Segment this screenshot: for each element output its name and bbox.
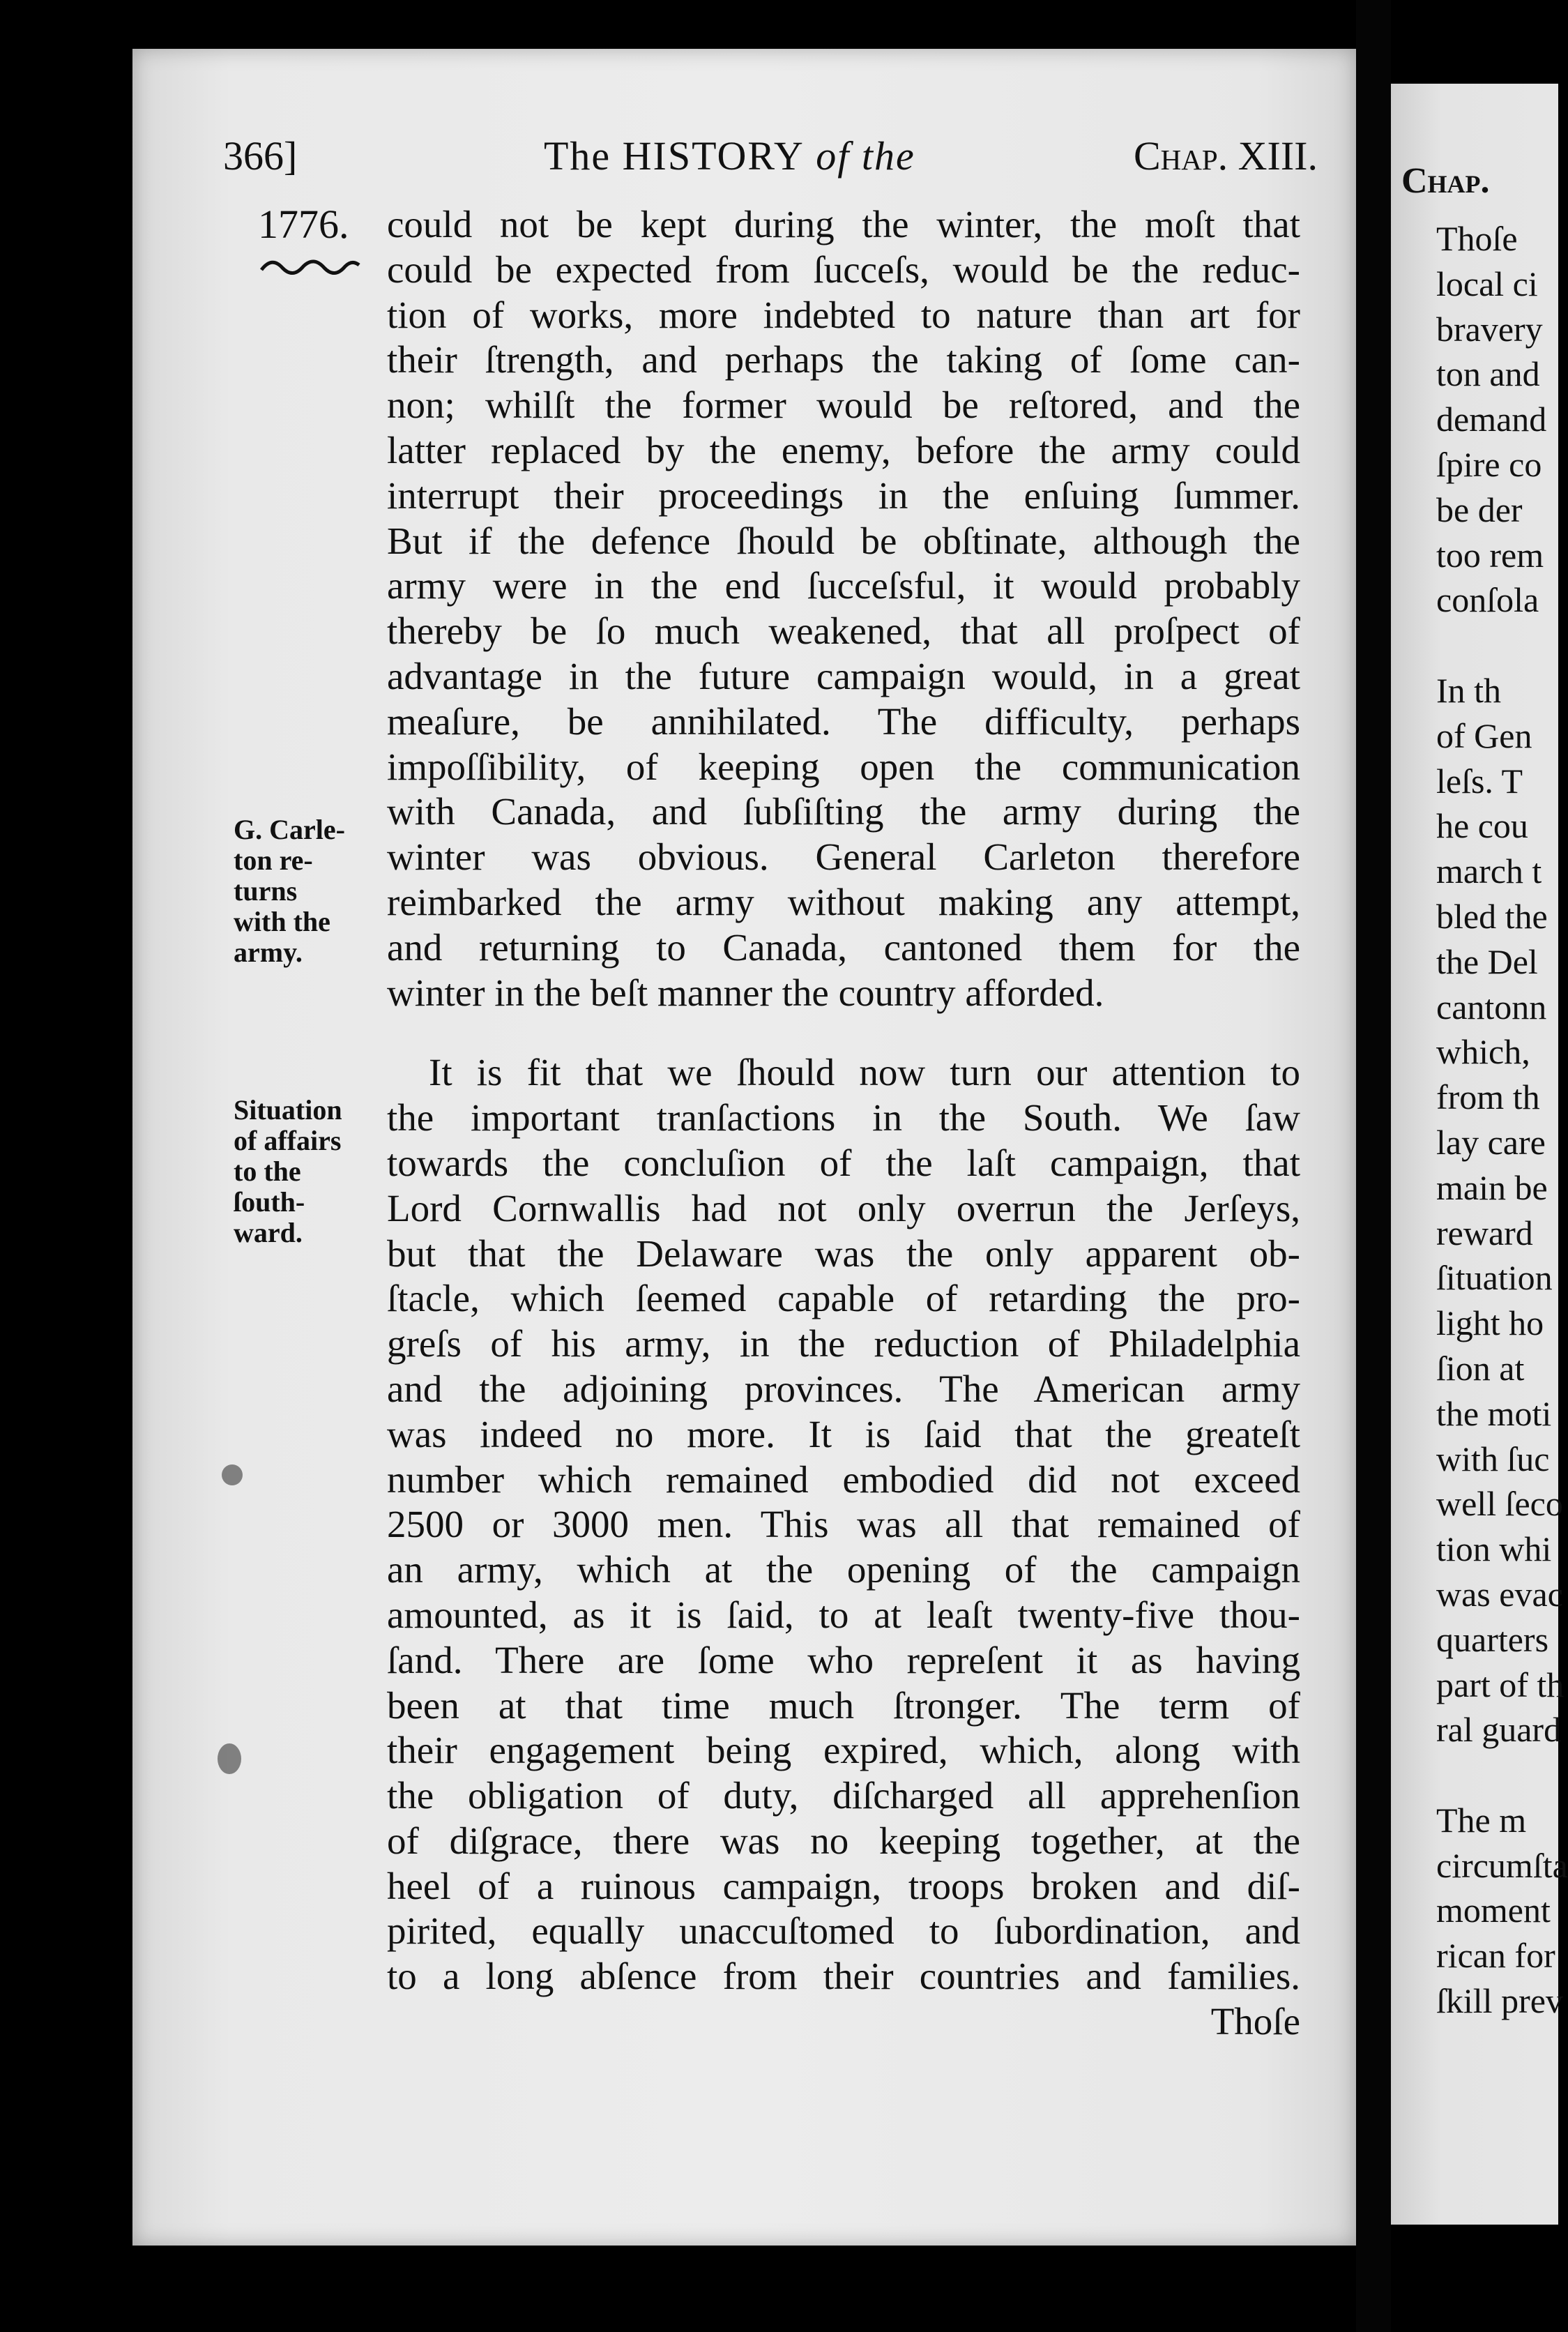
text-line: with Canada, and ſubſiſting the army during the [387,790,1300,833]
text-line: It is fit that we ſhould now turn our attention to [429,1051,1300,1094]
facing-line: demand [1436,400,1547,439]
text-line: non; whilſt the former would be reſtored, and the [387,384,1300,427]
facing-line [1436,1752,1568,1798]
facing-line: ſpire co [1436,444,1542,484]
facing-line: circumſta [1436,1845,1568,1885]
text-line: of diſgrace, there was no keeping together, at the [387,1819,1300,1862]
text-line: an army, which at the opening of the campaign [387,1548,1300,1591]
text-line: heel of a ruinous campaign, troops broken and diſ- [387,1864,1300,1907]
sidenote-south: Situation of affairs to the ſouth- ward. [234,1094,342,1248]
facing-line: he cou [1436,806,1528,846]
text-line: greſs of his army, in the reduction of Philadelphia [387,1322,1300,1365]
text-line: impoſſibility, of keeping open the communication [387,745,1300,788]
text-line: their ſtrength, and perhaps the taking of ſome can- [387,338,1300,381]
text-line: and returning to Canada, cantoned them for the [387,925,1300,969]
facing-line: conſola [1436,580,1539,620]
facing-line: ſkill prev [1436,1981,1563,2021]
facing-line: bravery [1436,309,1543,349]
facing-page [1391,84,1568,2225]
facing-line: ral guard [1436,1710,1562,1750]
facing-line: the moti [1436,1393,1552,1433]
facing-line: tion whi [1436,1529,1552,1569]
text-line: towards the concluſion of the laſt campaign, that [387,1141,1300,1184]
facing-line: the Del [1436,941,1538,981]
facing-line: be der [1436,490,1523,529]
facing-line: local ci [1436,264,1538,303]
ornament-squiggle [258,252,363,280]
facing-line: march t [1436,851,1542,891]
facing-line [1436,623,1568,668]
text-line: ſtacle, which ſeemed capable of retarding the pro- [387,1277,1300,1320]
text-line: the important tranſactions in the South. We ſaw [387,1096,1300,1140]
ink-smudge [222,1464,243,1485]
main-text [387,202,1300,2045]
sidenote-carleton: G. Carle- ton re- turns with the army. [234,814,345,968]
ink-smudge [218,1743,241,1774]
facing-line: bled the [1436,896,1548,936]
paragraph-gap [387,1015,1300,1050]
book-gutter [1356,0,1391,2332]
facing-line: Thoſe [1436,219,1518,258]
text-line: But if the defence ſhould be obſtinate, although the [387,519,1300,562]
facing-line: was evac [1436,1574,1563,1614]
facing-text [1436,216,1568,2024]
facing-line: In th [1436,670,1502,710]
running-title: The HISTORY of the [544,133,915,179]
facing-line: with ſuc [1436,1439,1550,1478]
facing-line: The m [1436,1800,1527,1840]
text-line: and the adjoining provinces. The American army [387,1367,1300,1410]
facing-line: well ſeco [1436,1484,1563,1524]
facing-line: light ho [1436,1303,1544,1343]
chapter-label: Chap. XIII. [1133,133,1318,179]
text-line: the obligation of duty, diſcharged all apprehenſion [387,1774,1300,1817]
text-line: tion of works, more indebted to nature than art for [387,293,1300,336]
text-line: latter replaced by the enemy, before the army could [387,428,1300,471]
text-line: army were in the end ſucceſsful, it would probably [387,564,1300,607]
text-line: been at that time much ſtronger. The term of [387,1683,1300,1727]
text-line: was indeed no more. It is ſaid that the greateſt [387,1412,1300,1455]
facing-line: moment [1436,1891,1551,1930]
text-line: advantage in the future campaign would, in a great [387,654,1300,697]
facing-line: cantonn [1436,987,1547,1027]
text-line: winter was obvious. General Carleton therefore [387,835,1300,879]
text-line: amounted, as it is ſaid, to at leaſt twenty-five thou- [387,1593,1300,1636]
text-line: could be expected from ſucceſs, would be the reduc- [387,248,1300,291]
text-line: winter in the beſt manner the country afforded. [387,971,1104,1014]
text-line: number which remained embodied did not exceed [387,1458,1300,1501]
text-line: 2500 or 3000 men. This was all that remained of [387,1503,1300,1546]
facing-line: ton and [1436,354,1540,394]
paragraph-2 [387,1050,1300,1999]
facing-line: ſituation [1436,1258,1553,1298]
text-line: thereby be ſo much weakened, that all proſpect of [387,610,1300,653]
text-line: Lord Cornwallis had not only overrun the Jerſeys, [387,1186,1300,1229]
text-line: meaſure, be annihilated. The difficulty, perhaps [387,699,1300,743]
catchword: Thoſe [1210,2000,1300,2043]
text-line: pirited, equally unaccuſtomed to ſubordination, and [387,1909,1300,1953]
text-line: their engagement being expired, which, along with [387,1729,1300,1772]
text-line: ſand. There are ſome who repreſent it as having [387,1638,1300,1681]
facing-line: which, [1436,1032,1530,1072]
text-line: reimbarked the army without making any attempt, [387,880,1300,923]
text-line: to a long abſence from their countries and families. [387,1955,1300,1998]
text-line: interrupt their proceedings in the enſuing ſummer. [387,474,1300,517]
facing-header: Chap. [1401,161,1490,201]
facing-line: from th [1436,1077,1540,1117]
facing-line: lay care [1436,1122,1546,1162]
facing-line: ſion at [1436,1348,1525,1388]
show-through-marginalia [272,600,376,629]
page-number: 366] [223,133,298,179]
facing-line: leſs. T [1436,761,1523,801]
text-line: could not be kept during the winter, the moſt that [387,203,1300,245]
facing-line: of Gen [1436,716,1532,755]
margin-year: 1776. [258,202,349,247]
running-header [223,132,1318,195]
facing-line: reward [1436,1213,1533,1252]
facing-line: part of th [1436,1665,1565,1704]
facing-line: rican for [1436,1936,1555,1976]
paragraph-1 [387,202,1300,1015]
text-line: but that the Delaware was the only apparent ob- [387,1232,1300,1275]
facing-line: main be [1436,1167,1548,1207]
facing-line: too rem [1436,535,1544,575]
facing-line: quarters [1436,1619,1549,1659]
